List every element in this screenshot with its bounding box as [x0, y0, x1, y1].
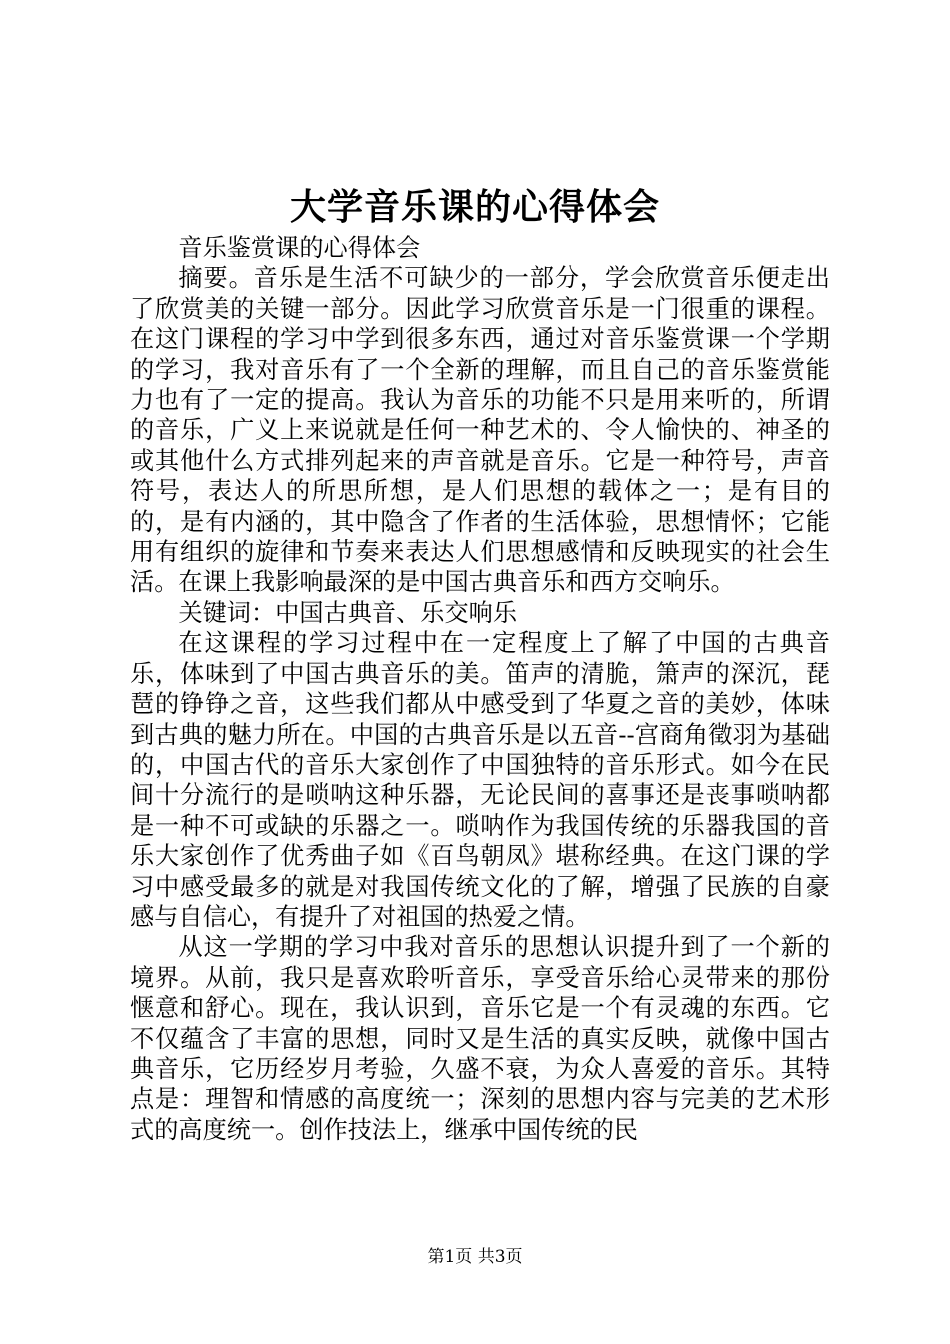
keywords-paragraph: 关键词：中国古典音、乐交响乐 — [178, 598, 518, 627]
document-title: 大学音乐课的心得体会 — [289, 186, 660, 228]
subtitle-paragraph: 音乐鉴赏课的心得体会 — [178, 234, 421, 262]
page-footer: 第1页 共3页 — [427, 1247, 523, 1267]
body-paragraph: 在这课程的学习过程中在一定程度上了解了中国的古典音乐，体味到了中国古典音乐的美。笛声的清脆，箫声的深沉，琵琶的铮铮之音，这些我们都从中感受到了华夏之音的美妙，体味到古典的魅力所在。中国的古典音乐是以五音--宫商角徵羽为基础的，中国古代的音乐大家创作了中国独特的音乐形式。如今在民间十分流行的是唢呐这种乐器，无论民间的喜事还是丧事唢呐都是一种不可或缺的乐器之一。唢呐作为我国传统的乐器我国的音乐大家创作了优秀曲子如《百鸟朝凤》堪称经典。在这门课的学习中感受最多的就是对我国传统文化的了解，增强了民族的自豪感与自信心，有提升了对祖国的热爱之情。 — [130, 629, 830, 931]
abstract-paragraph: 摘要。音乐是生活不可缺少的一部分，学会欣赏音乐便走出了欣赏美的关键一部分。因此学习欣赏音乐是一门很重的课程。在这门课程的学习中学到很多东西，通过对音乐鉴赏课一个学期的学习，我对音乐有了一个全新的理解，而且自己的音乐鉴赏能力也有了一定的提高。我认为音乐的功能不只是用来听的，所谓的音乐，广义上来说就是任何一种艺术的、令人愉快的、神圣的或其他什么方式排列起来的声音就是音乐。它是一种符号，声音符号，表达人的所思所想，是人们思想的载体之一；是有目的的，是有内涵的，其中隐含了作者的生活体验，思想情怀；它能用有组织的旋律和节奏来表达人们思想感情和反映现实的社会生活。在课上我影响最深的是中国古典音乐和西方交响乐。 — [130, 264, 830, 597]
body-paragraph: 从这一学期的学习中我对音乐的思想认识提升到了一个新的境界。从前，我只是喜欢聆听音乐，享受音乐给心灵带来的那份惬意和舒心。现在，我认识到，音乐它是一个有灵魂的东西。它不仅蕴含了丰富的思想，同时又是生活的真实反映，就像中国古典音乐，它历经岁月考验，久盛不衰，为众人喜爱的音乐。其特点是：理智和情感的高度统一；深刻的思想内容与完美的艺术形式的高度统一。创作技法上，继承中国传统的民 — [130, 933, 830, 1144]
document-body — [130, 233, 830, 1145]
